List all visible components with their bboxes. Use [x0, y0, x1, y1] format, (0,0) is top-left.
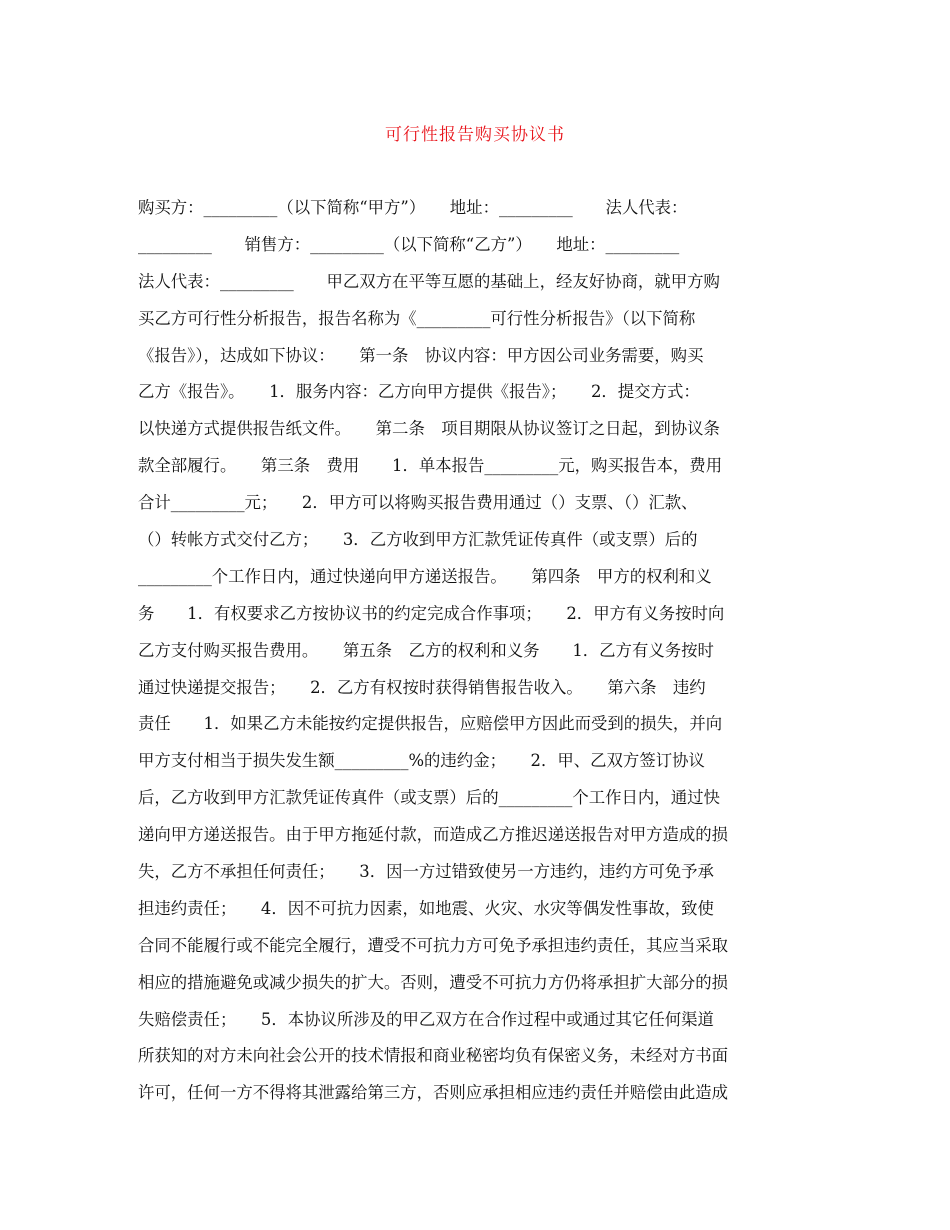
- body-line: 递向甲方递送报告。由于甲方拖延付款，而造成乙方推迟递送报告对甲方造成的损: [138, 825, 729, 845]
- body-line: 合同不能履行或不能完全履行，遭受不可抗力方可免予承担违约责任，其应当采取: [138, 935, 729, 955]
- body-line: 后，乙方收到甲方汇款凭证传真件（或支票）后的_________个工作日内，通过快: [138, 788, 720, 808]
- body-line: （）转帐方式交付乙方； 3．乙方收到甲方汇款凭证传真件（或支票）后的: [138, 530, 698, 550]
- body-line: 担违约责任； 4．因不可抗力因素，如地震、火灾、水灾等偶发性事故，致使: [138, 898, 714, 918]
- body-line: 购买方：_________（以下简称“甲方”） 地址：_________ 法人代表：: [138, 198, 688, 217]
- body-line: 许可，任何一方不得将其泄露给第三方，否则应承担相应违约责任并赔偿由此造成: [138, 1083, 729, 1103]
- body-line: 甲方支付相当于损失发生额_________%的违约金； 2．甲、乙双方签订协议: [138, 751, 705, 771]
- body-line: _________ 销售方：_________（以下简称“乙方”） 地址：_________: [138, 234, 680, 254]
- body-line: 务 1．有权要求乙方按协议书的约定完成合作事项； 2．甲方有义务按时向: [138, 603, 725, 623]
- body-line: 乙方支付购买报告费用。 第五条 乙方的权利和义务 1．乙方有义务按时: [138, 640, 714, 660]
- body-line: 《报告》），达成如下协议： 第一条 协议内容：甲方因公司业务需要，购买: [138, 345, 704, 365]
- body-line: 责任 1．如果乙方未能按约定提供报告，应赔偿甲方因此而受到的损失，并向: [138, 714, 723, 734]
- body-line: _________个工作日内，通过快递向甲方递送报告。 第四条 甲方的权利和义: [138, 566, 712, 586]
- document-body: [138, 190, 818, 1112]
- body-line: 相应的措施避免或减少损失的扩大。否则，遭受不可抗力方仍将承担扩大部分的损: [138, 972, 729, 992]
- body-line: 买乙方可行性分析报告，报告名称为《_________可行性分析报告》（以下简称: [138, 308, 696, 328]
- body-line: 失赔偿责任； 5．本协议所涉及的甲乙双方在合作过程中或通过其它任何渠道: [138, 1009, 714, 1029]
- body-line: 合计_________元； 2．甲方可以将购买报告费用通过（）支票、（）汇款、: [138, 493, 698, 513]
- body-line: 款全部履行。 第三条 费用 1．单本报告_________元，购买报告本，费用: [138, 456, 723, 476]
- body-line: 通过快递提交报告； 2．乙方有权按时获得销售报告收入。 第六条 违约: [138, 677, 706, 697]
- body-line: 所获知的对方未向社会公开的技术情报和商业秘密均负有保密义务，未经对方书面: [138, 1046, 729, 1066]
- body-line: 乙方《报告》。 1．服务内容：乙方向甲方提供《报告》； 2．提交方式：: [138, 382, 700, 402]
- body-line: 法人代表：_________ 甲乙双方在平等互愿的基础上，经友好协商，就甲方购: [138, 271, 720, 291]
- body-line: 失，乙方不承担任何责任； 3．因一方过错致使另一方违约，违约方可免予承: [138, 862, 714, 882]
- body-line: 以快递方式提供报告纸文件。 第二条 项目期限从协议签订之日起，到协议条: [138, 419, 720, 439]
- document-title: 可行性报告购买协议书: [385, 125, 565, 145]
